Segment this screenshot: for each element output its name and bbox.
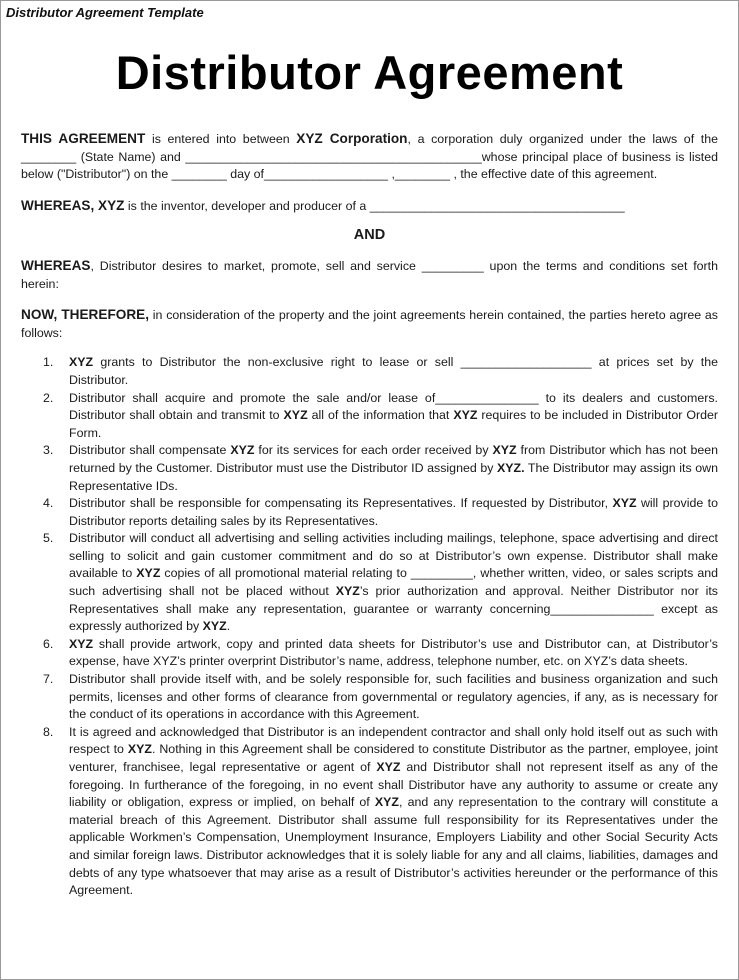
clause-item [21,442,718,495]
clause-item [21,390,718,443]
clause-item [21,636,718,671]
clause-text: It is agreed and acknowledged that Distributor is an independent contractor and shall only hold itself out as such with respect to XYZ. Nothing in this Agreement shall be considered to constitute Distributor as the partner, employee, joint venturer, franchisee, legal representative or agent of XYZ and Distributor shall not represent itself as any of the foregoing. In furtherance of the foregoing, in no event shall Distributor have any authority to assume or create any liability or obligation, express or implied, on behalf of XYZ, and any representation to the contrary will constitute a material breach of this Agreement. Distributor shall assume full responsibility for its Representatives under the applicable Workmen’s Compensation, Unemployment Insurance, Employers Liability and other Social Security Acts and similar foreign laws. Distributor acknowledges that it is solely liable for any and all claims, liabilities, damages and debts of any type whatsoever that may arise as a result of Distributor’s activities hereunder or the performance of this Agreement. [69,724,719,898]
party-name: XYZ Corporation [296,131,408,146]
clause-number: 6. [43,636,54,651]
and-heading: AND [353,227,386,244]
clause-item [21,354,718,389]
clause-number: 3. [43,443,54,458]
clause-text: Distributor shall provide itself with, and be solely responsible for, such facilities and business organization and such permits, licenses and other forms of clearance from governmental or regulatory agencies, if any, as is necessary for the conduct of its operations in accordance with this Agreement. [69,672,718,722]
clause-number: 1. [43,355,54,370]
clause-item [21,495,718,530]
clause-text: Distributor shall acquire and promote the sale and/or lease of_______________ to its dealers and customers. Distributor shall obtain and transmit to XYZ all of the information that XYZ requires to be included in Distributor Order Form. [69,390,718,440]
clause-text: Distributor will conduct all advertising and selling activities including mailings, telephone, space advertising and direct selling to solicit and gain customer commitment and do so at Distributor’s own expense. Distributor shall make available to XYZ copies of all promotional material relating to _________, whether written, video, or sales scripts and such advertising shall not be placed without XYZ’s prior authorization and approval. Neither Distributor nor its Representatives shall make any representation, guarantee or warranty concerning_______________ except as expressly authorized by XYZ. [69,531,718,634]
clause-number: 4. [43,496,54,511]
whereas-paragraph-1: WHEREAS, XYZ is the inventor, developer and producer of a _____________________________________ [21,197,625,213]
intro-lead: THIS AGREEMENT [21,131,146,146]
clause-number: 5. [43,531,54,546]
clause-text: XYZ grants to Distributor the non-exclusive right to lease or sell ___________________ at prices set by the Distributor. [69,355,718,387]
whereas-paragraph-2: WHEREAS, Distributor desires to market, promote, sell and service _________ upon the terms and conditions set forth herein: [21,257,718,291]
template-label: Distributor Agreement Template [6,5,204,20]
clause-text: XYZ shall provide artwork, copy and printed data sheets for Distributor’s use and Distributor can, at Distributor’s expense, have XYZ’s printer overprint Distributor’s name, address, telephone number, etc. on XYZ’s data sheets. [69,636,718,669]
clause-number: 7. [43,672,54,687]
clause-item [21,724,718,900]
clause-item [21,530,718,636]
clause-list [21,354,718,899]
intro-paragraph: THIS AGREEMENT is entered into between XYZ Corporation, a corporation duly organized under the laws of the ________ (State Name) and ___________________________________________whose principal place of business is listed below ("Distributor") on the ________ day of__________________ ,________ , the effective date of this agreement. [21,131,719,182]
clause-text: Distributor shall compensate XYZ for its services for each order received by XYZ from Distributor which has not been returned by the Customer. Distributor must use the Distributor ID assigned by XYZ. The Distributor may assign its own Representative IDs. [69,443,719,493]
clause-number: 8. [43,724,54,739]
clause-number: 2. [43,390,54,405]
clause-text: Distributor shall be responsible for compensating its Representatives. If requested by Distributor, XYZ will provide to Distributor reports detailing sales by its Representatives. [69,496,718,528]
document-title: Distributor Agreement [115,46,624,99]
now-therefore-paragraph: NOW, THEREFORE, in consideration of the property and the joint agreements herein contained, the parties hereto agree as follows: [21,307,718,340]
document-body [21,130,718,900]
clause-item [21,671,718,724]
